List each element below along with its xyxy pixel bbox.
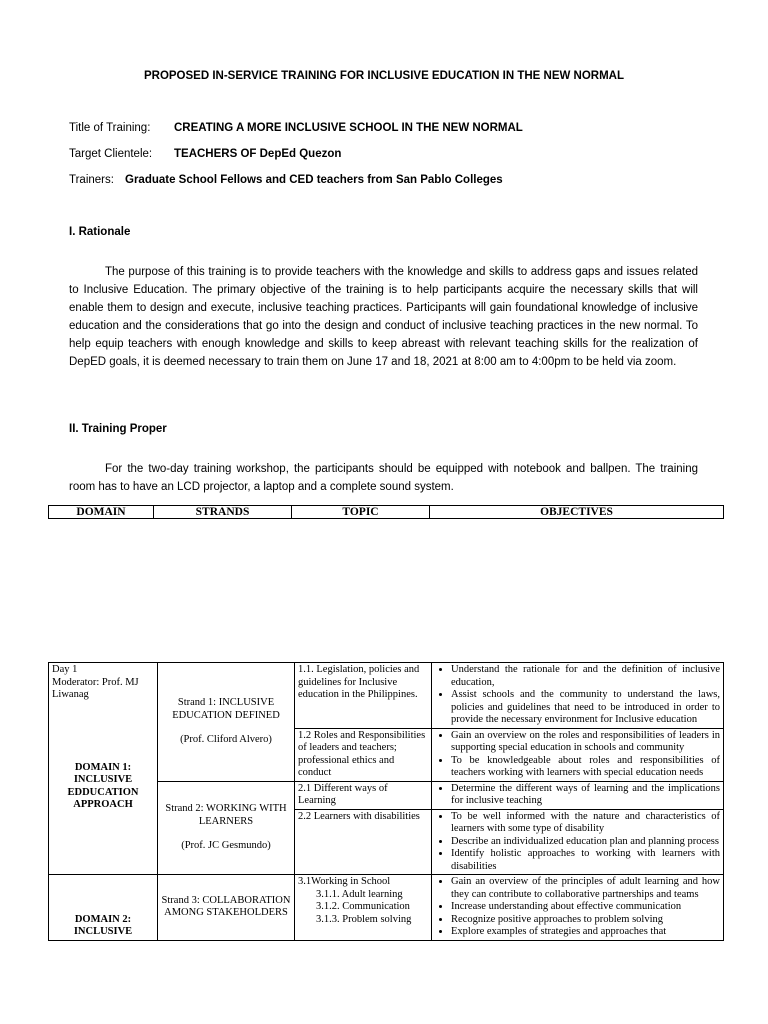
strand-1-name: Strand 1: INCLUSIVE EDUCATION DEFINED [172, 697, 280, 721]
list-item: • To be knowledgeable about roles and responsibilities of teachers working with learners with special education needs [451, 755, 720, 780]
strand-3-cell [158, 875, 295, 941]
header-objectives: OBJECTIVES [430, 506, 724, 519]
trainers-row [69, 174, 503, 186]
header-topic: TOPIC [292, 506, 430, 519]
domain-cell-1 [49, 663, 158, 875]
strand-1-cell [158, 663, 295, 782]
objectives-1-1 [432, 663, 724, 729]
list-item: • Gain an overview of the principles of adult learning and how they can contribute to collaborative partnerships and teams [451, 876, 720, 901]
strand-3-name: Strand 3: COLLABORATION AMONG STAKEHOLDERS [161, 894, 291, 919]
trainers-label: Trainers: [69, 174, 114, 186]
target-clientele-value: TEACHERS OF DepEd Quezon [174, 148, 342, 160]
topic-3-1-2: 3.1.2. Communication [316, 901, 410, 912]
topic-3-1 [295, 875, 432, 941]
strand-1-trainer: (Prof. Cliford Alvero) [180, 734, 272, 745]
domain-1-name: DOMAIN 1: INCLUSIVE EDDUCATION APPROACH [67, 761, 139, 810]
domain-2-name: DOMAIN 2: INCLUSIVE [73, 913, 133, 937]
list-item: • Explore examples of strategies and approaches that [451, 926, 720, 939]
moderator-label: Moderator: Prof. MJ Liwanag [52, 676, 139, 700]
list-item: • Increase understanding about effective communication [451, 901, 720, 914]
trainers-value: Graduate School Fellows and CED teachers from San Pablo Colleges [125, 174, 503, 186]
training-proper-heading: II. Training Proper [69, 423, 167, 435]
table-row [49, 875, 724, 941]
domain-cell-2 [49, 875, 158, 941]
list-item: • Identify holistic approaches to working with learners with disabilities [451, 848, 720, 873]
objectives-2-1 [432, 781, 724, 809]
objectives-1-2 [432, 728, 724, 781]
target-clientele-row [69, 148, 341, 160]
list-item: • Understand the rationale for and the definition of inclusive education, [451, 664, 720, 689]
target-clientele-label: Target Clientele: [69, 148, 153, 160]
table-row [49, 663, 724, 729]
topic-1-1: 1.1. Legislation, policies and guidelines for Inclusive education in the Philippines. [295, 663, 432, 729]
rationale-heading: I. Rationale [69, 226, 131, 238]
strand-2-trainer: (Prof. JC Gesmundo) [181, 840, 271, 851]
strand-2-name: Strand 2: WORKING WITH LEARNERS [165, 803, 287, 827]
objectives-3-1 [432, 875, 724, 941]
topic-3-1-3: 3.1.3. Problem solving [316, 913, 412, 925]
training-proper-paragraph: For the two-day training workshop, the participants should be equipped with notebook and ballpen. The training room has to have an LCD projector, a laptop and a complete sound system. [69, 463, 698, 493]
list-item: • Describe an individualized education plan and planning process [451, 836, 720, 849]
list-item: • Determine the different ways of learning and the implications for inclusive teaching [451, 783, 720, 808]
list-item: • Assist schools and the community to understand the laws, policies and guidelines that need to be introduced in order to provide the necessary environment for Inclusive education [451, 689, 720, 727]
title-of-training-row [69, 122, 523, 134]
topic-3-1-title: 3.1Working in School [298, 876, 391, 887]
topic-3-1-1: 3.1.1. Adult learning [316, 888, 403, 900]
topic-2-2: 2.2 Learners with disabilities [295, 809, 432, 875]
title-of-training-label: Title of Training: [69, 122, 151, 134]
strand-2-cell [158, 781, 295, 875]
objectives-2-2 [432, 809, 724, 875]
list-item: • Gain an overview on the roles and responsibilities of leaders in supporting special education in schools and community [451, 730, 720, 755]
list-item: • To be well informed with the nature and characteristics of learners with some type of disability [451, 811, 720, 836]
header-strands: STRANDS [154, 506, 292, 519]
topic-1-2: 1.2 Roles and Responsibilities of leaders and teachers; professional ethics and conduct [295, 728, 432, 781]
header-domain: DOMAIN [49, 506, 154, 519]
topic-2-1: 2.1 Different ways of Learning [295, 781, 432, 809]
rationale-paragraph: The purpose of this training is to provide teachers with the knowledge and skills to address gaps and issues related to Inclusive Education. The primary objective of the training is to help participants acquire the necessary skills that will enable them to design and execute, inclusive teaching practices. Participants will gain foundational knowledge of inclusive education and the considerations that go into the design and conduct of inclusive teaching practices in the new normal. To help equip teachers with enough knowledge and skills to keep abreast with relevant teaching skills for the realization of DepED goals, it is deemed necessary to train them on June 17 and 18, 2021 at 8:00 am to 4:00pm to be held via zoom. [69, 266, 698, 368]
title-of-training-value: CREATING A MORE INCLUSIVE SCHOOL IN THE NEW NORMAL [174, 122, 523, 134]
table-header [48, 505, 724, 519]
day-label: Day 1 [52, 664, 78, 675]
list-item: • Recognize positive approaches to problem solving [451, 914, 720, 927]
document-title: PROPOSED IN-SERVICE TRAINING FOR INCLUSIVE EDUCATION IN THE NEW NORMAL [143, 70, 625, 82]
training-table [48, 662, 724, 941]
